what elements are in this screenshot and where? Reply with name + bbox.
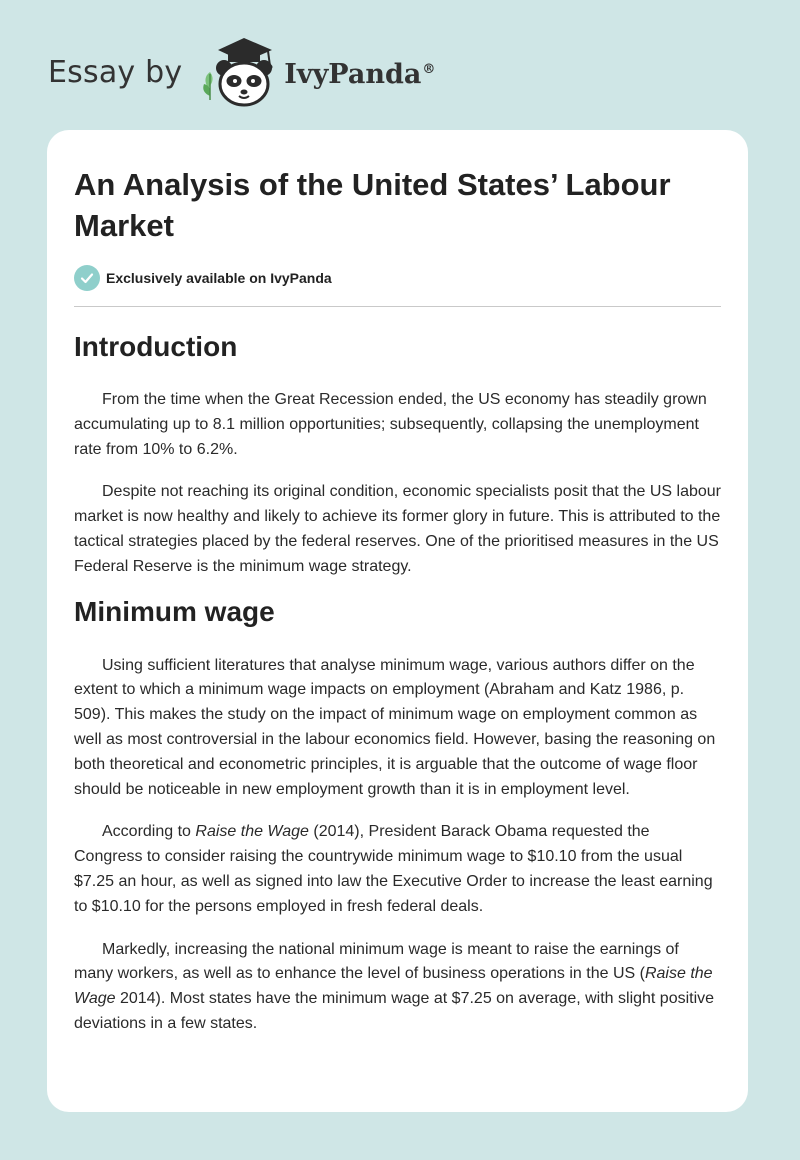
divider [74, 306, 721, 307]
paragraph: Using sufficient literatures that analyse minimum wage, various authors differ on the extent to which a minimum wage impacts on employment (Abraham and Katz 1986, p. 509). This makes the study on the impact of minimum wage on employment common as well as most controversial in the labour economics field. However, basing the reasoning on both theoretical and econometric principles, it is arguable that the outcome of wage floor should be noticeable in new employment growth than it is in employment level. [74, 656, 716, 798]
source-citation: Raise the Wage [195, 823, 309, 841]
registered-mark: ® [422, 61, 436, 77]
paragraph: Markedly, increasing the national minimum wage is meant to raise the earnings of many workers, as well as to enhance the level of business operations in the US (Raise the Wage 2014). Most states have the minimum wage at $7.25 on average, with slight positive deviations in a few states. [74, 940, 715, 1032]
exclusive-badge [74, 264, 721, 292]
paragraph: From the time when the Great Recession ended, the US economy has steadily grown accumulating up to 8.1 million opportunities; subsequently, collapsing the unemployment rate from 10% to 6.2%. [74, 391, 707, 458]
brand-prefix: Essay by [48, 54, 183, 90]
essay-card [47, 130, 748, 1112]
brand-header[interactable] [48, 36, 435, 108]
source-citation: Raise the Wage [74, 965, 713, 1008]
paragraph: According to Raise the Wage (2014), President Barack Obama requested the Congress to consider raising the countrywide minimum wage to $10.10 from the usual $7.25 an hour, as well as signed into law the Executive Order to increase the least earning to $10.10 for the persons employed in fresh federal deals. [74, 823, 713, 915]
section-heading-minimum-wage: Minimum wage [74, 595, 275, 627]
exclusive-label: Exclusively available on IvyPanda [106, 270, 332, 286]
panda-graduate-icon [198, 36, 288, 108]
section-heading-introduction: Introduction [74, 331, 238, 362]
essay-title: An Analysis of the United States’ Labour Market [74, 167, 671, 243]
brand-name: IvyPanda® [284, 58, 436, 90]
paragraph: Despite not reaching its original condition, economic specialists posit that the US labour market is now healthy and likely to achieve its former glory in future. This is attributed to the tactical strategies placed by the federal reserves. One of the prioritised measures in the US Federal Reserve is the minimum wage strategy. [74, 483, 721, 575]
check-circle-icon [74, 265, 100, 291]
